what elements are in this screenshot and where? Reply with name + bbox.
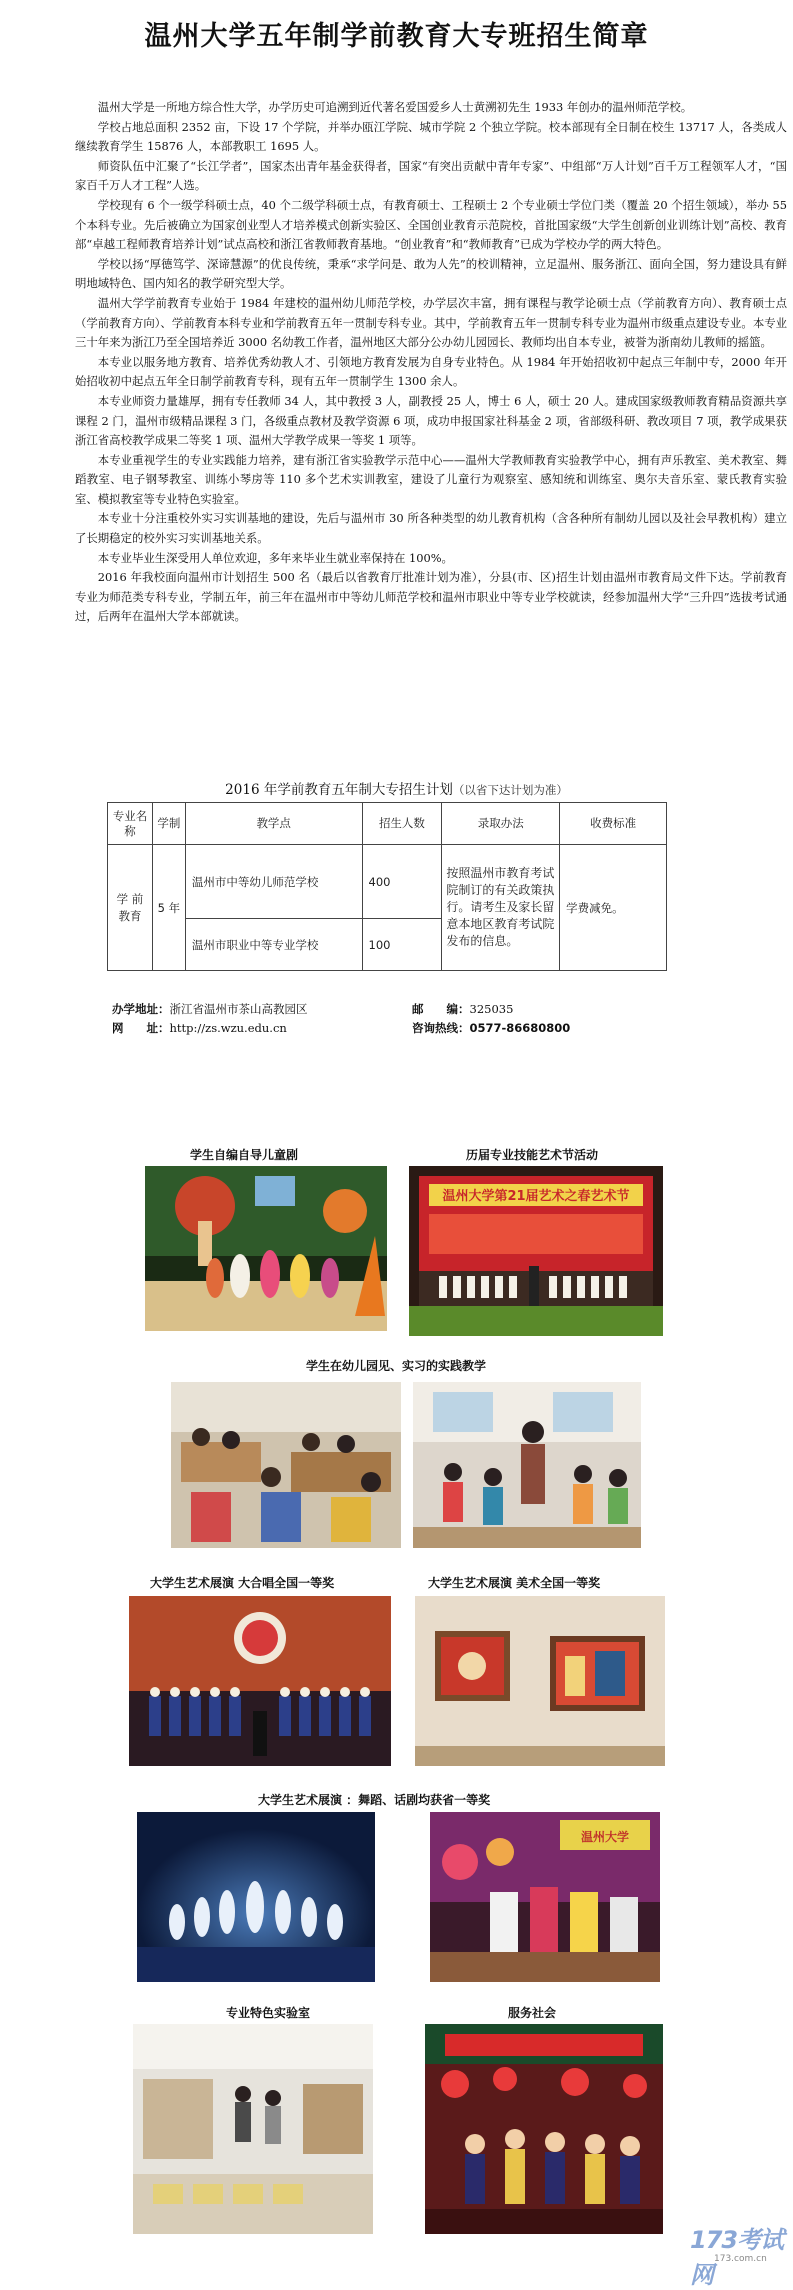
- header-count: 招生人数: [362, 803, 442, 845]
- drama-banner-text: 温州大学: [580, 1830, 630, 1844]
- cell-count: 400: [362, 845, 442, 919]
- caption-art-festival: 历届专业技能艺术节活动: [466, 1148, 599, 1162]
- photo-lab: [133, 2024, 373, 2234]
- zip-line: [412, 1001, 513, 1017]
- header-method: 录取办法: [442, 803, 560, 845]
- website-link[interactable]: http://zs.wzu.edu.cn: [169, 1021, 287, 1035]
- table-header-row: [108, 803, 667, 845]
- paragraph: 学校现有 6 个一级学科硕士点，40 个二级学科硕士点，有教育硕士、工程硕士 2 个专业硕士学位门类（覆盖 20 个招生领域），举办 55 个本科专业。先后被确立为国家创业型人才培养模式创新实验区、全国创业教育示范院校，首批国家级“大学生创新创业训练计划”高校、教育部“卓越工程师教育培养计划”试点高校和浙江省教师教育基地。“创业教育”和“教师教育”已成为学校办学的两大特色。: [75, 197, 787, 252]
- plan-subtitle: （以省下达计划为准）: [452, 783, 568, 797]
- paragraph: 本专业十分注重校外实习实训基地的建设，先后与温州市 30 所各种类型的幼儿教育机构（含各种所有制幼儿园以及社会早教机构）建立了长期稳定的校外实习实训基地关系。: [75, 511, 787, 546]
- photo-community: [425, 2024, 663, 2234]
- cell-major: 学 前 教育: [108, 845, 153, 971]
- paragraph: 学校以扬“厚德笃学、深谛慧源”的优良传统，秉承“求学问是、敢为人先”的校训精神，立足温州、服务浙江、面向全国，努力建设具有鲜明地域特色、国内知名的教学研究型大学。: [75, 256, 787, 291]
- phone-label: 咨询热线：: [412, 1021, 470, 1035]
- photo-classroom-practice: [171, 1382, 401, 1548]
- photo-chorus: [129, 1596, 391, 1766]
- phone-line: [412, 1020, 570, 1036]
- photo-childrens-play: [145, 1166, 387, 1331]
- cell-fee: 学费减免。: [560, 845, 667, 971]
- table-row: [108, 845, 667, 919]
- zip-label: 邮 编：: [412, 1002, 470, 1016]
- cell-duration: 5 年: [152, 845, 185, 971]
- caption-community-service: 服务社会: [508, 2006, 557, 2020]
- website-line: [112, 1020, 287, 1036]
- caption-chorus-award: 大学生艺术展演 大合唱全国一等奖: [150, 1576, 335, 1590]
- cell-school: 温州市职业中等专业学校: [185, 919, 362, 971]
- photo-kindergarten-practice: [413, 1382, 641, 1548]
- address-value: 浙江省温州市茶山高教园区: [169, 1002, 308, 1016]
- caption-special-lab: 专业特色实验室: [226, 2006, 311, 2020]
- caption-kindergarten-practice: 学生在幼儿园见、实习的实践教学: [306, 1359, 487, 1373]
- paragraph: 本专业重视学生的专业实践能力培养，建有浙江省实验教学示范中心——温州大学教师教育实验教学中心，拥有声乐教室、美术教室、舞蹈教室、电子钢琴教室、训练小琴房等 110 多个艺术实训教室，建设了儿童行为观察室、感知统和训练室、奥尔夫音乐室、蒙氏教育实验室、模拟教室等专业特色实验室。: [75, 452, 787, 506]
- paragraph: 学校占地总面积 2352 亩，下设 17 个学院，并举办瓯江学院、城市学院 2 个独立学院。校本部现有全日制在校生 13717 人，各类成人继续教育学生 15876 人，本部教职工 1695 人。: [75, 119, 787, 154]
- paragraph: 师资队伍中汇聚了“长江学者”，国家杰出青年基金获得者，国家“有突出贡献中青年专家”、中组部“万人计划”百千万工程领军人才，“国家百千万人才工程”人选。: [75, 158, 787, 193]
- page-title: 温州大学五年制学前教育大专班招生简章: [144, 21, 649, 52]
- watermark-logo: 173考试网: [690, 2226, 784, 2289]
- zip-value: 325035: [469, 1002, 514, 1016]
- address-line: [112, 1001, 308, 1017]
- paragraph: 本专业毕业生深受用人单位欢迎，多年来毕业生就业率保持在 100%。: [97, 550, 453, 565]
- website-label: 网 址：: [112, 1021, 170, 1035]
- plan-title: [0, 778, 793, 798]
- article-body: [75, 98, 793, 627]
- paragraph: 本专业以服务地方教育、培养优秀幼教人才、引领地方教育发展为自身专业特色。从 1984 年开始招收初中起点三年制中专，2000 年开始招收初中起点五年全日制学前教育专科，现有五年一贯制学生 1300 余人。: [75, 354, 787, 389]
- caption-art-award: 大学生艺术展演 美术全国一等奖: [428, 1576, 601, 1590]
- header-school: 教学点: [185, 803, 362, 845]
- paragraph: 2016 年我校面向温州市计划招生 500 名（最后以省教育厅批准计划为准），分县(市、区)招生计划由温州市教育局文件下达。学前教育专业为师范类专科专业，学制五年，前三年在温州市中等幼儿师范学校和温州市职业中等专业学校就读，经参加温州大学“三升四”选拔考试通过，后两年在温州大学本部就读。: [75, 570, 787, 624]
- photo-art-exhibit: [415, 1596, 665, 1766]
- site-watermark: [690, 2216, 790, 2289]
- photo-drama: [430, 1812, 660, 1982]
- paragraph: 温州大学学前教育专业始于 1984 年建校的温州幼儿师范学校，办学层次丰富，拥有课程与教学论硕士点（学前教育方向）、教育硕士点（学前教育方向）、学前教育本科专业和学前教育五年一贯制专科专业。其中，学前教育五年一贯制专科专业为温州市级重点建设专业。本专业三十年来为浙江乃至全国培养近 3000 名幼教工作者，温州地区大部分公办幼儿园园长、教师均出自本专业，被誉为浙南幼儿教师的摇篮。: [75, 295, 787, 350]
- phone-value: 0577-86680800: [469, 1021, 571, 1035]
- cell-count: 100: [362, 919, 442, 971]
- festival-banner-text: 温州大学第21届艺术之春艺术节: [442, 1189, 630, 1204]
- photo-art-festival: [409, 1166, 663, 1336]
- header-duration: 学制: [152, 803, 185, 845]
- photo-dance: [137, 1812, 375, 1982]
- caption-childrens-play: 学生自编自导儿童剧: [190, 1148, 299, 1162]
- header-major: 专业名称: [108, 803, 153, 845]
- watermark-url: 173.com.cn: [714, 2254, 767, 2264]
- cell-school: 温州市中等幼儿师范学校: [185, 845, 362, 919]
- paragraph: 温州大学是一所地方综合性大学，办学历史可追溯到近代著名爱国爱乡人士黄溯初先生 1933 年创办的温州师范学校。: [97, 100, 693, 114]
- enrollment-plan-table: [107, 802, 667, 971]
- cell-method: 按照温州市教育考试院制订的有关政策执行。请考生及家长留意本地区教育考试院发布的信息。: [442, 845, 560, 971]
- caption-dance-drama-award: 大学生艺术展演 ：舞蹈、话剧均获省一等奖: [258, 1793, 491, 1807]
- paragraph: 本专业师资力量雄厚，拥有专任教师 34 人，其中教授 3 人，副教授 25 人，博士 6 人，硕士 20 人。建成国家级教师教育精品资源共享课程 2 门，温州市级精品课程 3 门，各级重点教材及教学资源 6 项，成功申报国家社科基金 2 项，省部级科研、教改项目 7 项，教学成果获浙江省高校教学成果二等奖 1 项、温州大学教学成果一等奖 1 项等。: [75, 393, 787, 448]
- header-fee: 收费标准: [560, 803, 667, 845]
- address-label: 办学地址：: [112, 1002, 170, 1016]
- plan-title-text: 2016 年学前教育五年制大专招生计划: [225, 782, 453, 798]
